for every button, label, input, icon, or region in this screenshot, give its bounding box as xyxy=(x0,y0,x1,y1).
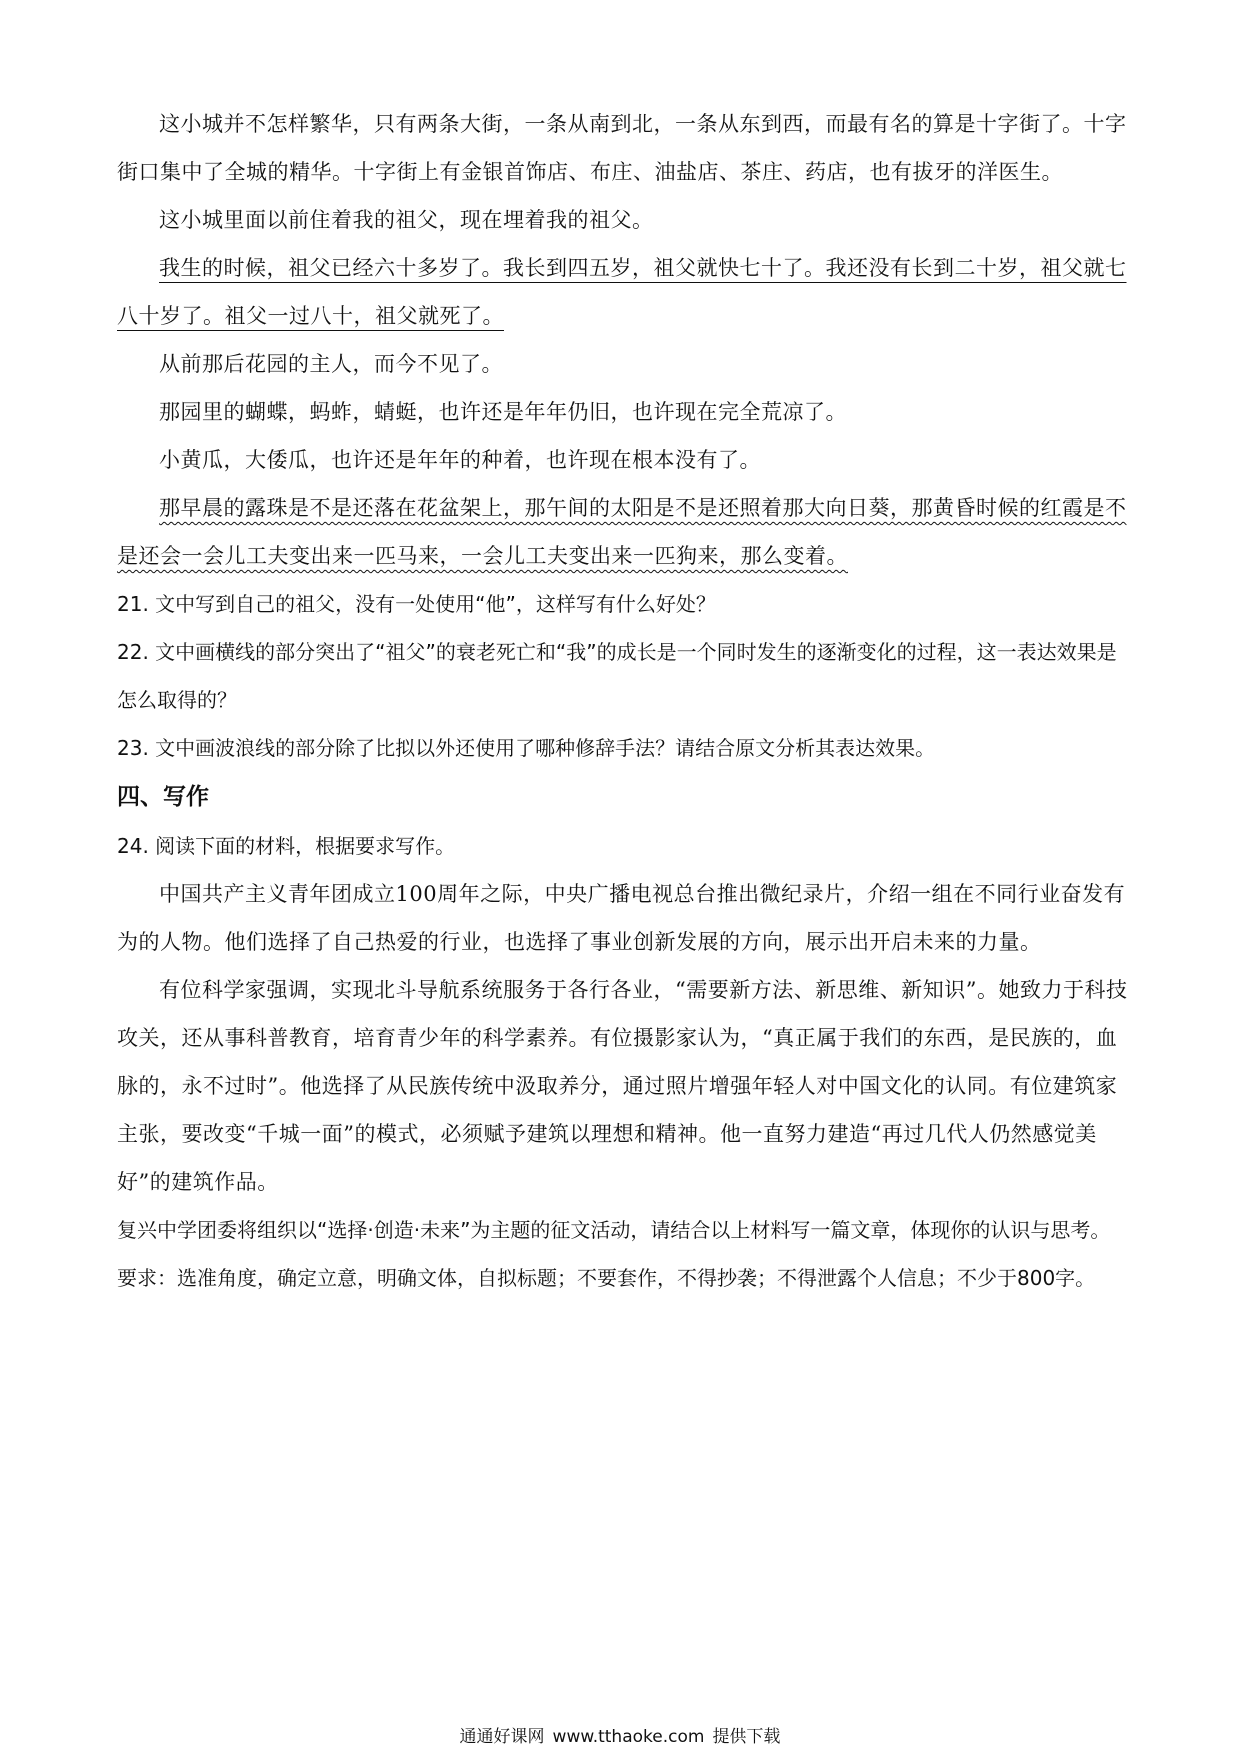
passage-paragraph-6: 小黄瓜，大倭瓜，也许还是年年的种着，也许现在根本没有了。 xyxy=(159,448,761,472)
footer-url[interactable]: www.tthaoke.com xyxy=(552,1727,705,1747)
passage-paragraph-4: 从前那后花园的主人，而今不见了。 xyxy=(159,352,503,376)
material-paragraph-2: 有位科学家强调，实现北斗导航系统服务于各行各业，“需要新方法、新思维、新知识”。她致力于科技攻关，还从事科普教育，培育青少年的科学素养。有位摄影家认为，“真正属于我们的东西，是民族的，血脉的，永不过时”。他选择了从民族传统中汲取养分，通过照片增强年轻人对中国文化的认同。有位建筑家主张，要改变“千城一面”的模式，必须赋予建筑以理想和精神。他一直努力建造“再过几代人仍然感觉美好”的建筑作品。 xyxy=(117,978,1128,1194)
question-23: 23. 文中画波浪线的部分除了比拟以外还使用了哪种修辞手法？请结合原文分析其表达效果。 xyxy=(117,736,936,760)
underlined-text: 我生的时候，祖父已经六十多岁了。我长到四五岁，祖父就快七十了。我还没有长到二十岁，祖父就七八十岁了。祖父一过八十，祖父就死了。 xyxy=(117,256,1127,328)
writing-requirements: 要求：选准角度，确定立意，明确文体，自拟标题；不要套作，不得抄袭；不得泄露个人信息；不少于800字。 xyxy=(117,1266,1096,1290)
writing-task: 复兴中学团委将组织以“选择·创造·未来”为主题的征文活动，请结合以上材料写一篇文章，体现你的认识与思考。 xyxy=(117,1218,1111,1242)
footer-suffix: 提供下载 xyxy=(712,1727,781,1747)
passage-paragraph-underlined xyxy=(117,244,1129,340)
footer-site-name: 通通好课网 xyxy=(459,1727,545,1747)
material-paragraph-1: 中国共产主义青年团成立100周年之际，中央广播电视总台推出微纪录片，介绍一组在不同行业奋发有为的人物。他们选择了自己热爱的行业，也选择了事业创新发展的方向，展示出开启未来的力量。 xyxy=(117,882,1126,954)
question-21: 21. 文中写到自己的祖父，没有一处使用“他”，这样写有什么好处？ xyxy=(117,592,716,616)
section-title-writing: 四、写作 xyxy=(117,784,209,810)
passage-paragraph-2: 这小城里面以前住着我的祖父，现在埋着我的祖父。 xyxy=(159,208,654,232)
passage-paragraph-5: 那园里的蝴蝶，蚂蚱，蜻蜓，也许还是年年仍旧，也许现在完全荒凉了。 xyxy=(159,400,847,424)
document-body xyxy=(117,100,1129,1302)
question-22: 22. 文中画横线的部分突出了“祖父”的衰老死亡和“我”的成长是一个同时发生的逐渐变化的过程，这一表达效果是怎么取得的？ xyxy=(117,640,1117,712)
passage-paragraph-1: 这小城并不怎样繁华，只有两条大街，一条从南到北，一条从东到西，而最有名的算是十字街了。十字街口集中了全城的精华。十字街上有金银首饰店、布庄、油盐店、茶庄、药店，也有拔牙的洋医生。 xyxy=(117,112,1127,184)
page-footer xyxy=(0,1722,1240,1747)
passage-paragraph-wavy xyxy=(117,484,1129,580)
question-24: 24. 阅读下面的材料，根据要求写作。 xyxy=(117,834,456,858)
wavy-underlined-text: 那早晨的露珠是不是还落在花盆架上，那午间的太阳是不是还照着那大向日葵，那黄昏时候的红霞是不是还会一会儿工夫变出来一匹马来，一会儿工夫变出来一匹狗来，那么变着。 xyxy=(117,496,1127,568)
